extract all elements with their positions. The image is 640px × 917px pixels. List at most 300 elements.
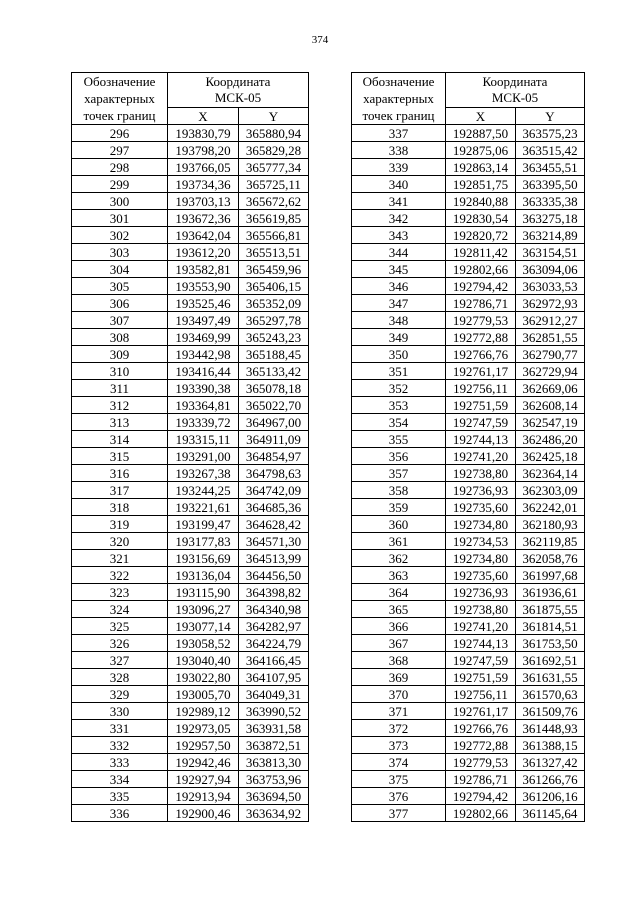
y-coordinate-cell: 365078,18	[239, 380, 309, 397]
point-number-cell: 352	[352, 380, 446, 397]
table-row	[72, 754, 309, 771]
x-coordinate-cell: 193136,04	[168, 567, 239, 584]
table-row	[352, 754, 585, 771]
x-coordinate-cell: 192840,88	[446, 193, 516, 210]
y-coordinate-cell: 362364,14	[516, 465, 585, 482]
x-coordinate-cell: 192913,94	[168, 788, 239, 805]
table-row	[352, 618, 585, 635]
y-coordinate-cell: 363395,50	[516, 176, 585, 193]
x-coordinate-cell: 193156,69	[168, 550, 239, 567]
point-number-cell: 296	[72, 125, 168, 142]
table-row	[72, 227, 309, 244]
y-coordinate-cell: 365459,96	[239, 261, 309, 278]
y-coordinate-cell: 364513,99	[239, 550, 309, 567]
point-label-header	[72, 73, 168, 125]
point-number-cell: 316	[72, 465, 168, 482]
table-row	[72, 737, 309, 754]
x-coordinate-cell: 192802,66	[446, 805, 516, 822]
page-number: 374	[311, 34, 329, 46]
table-row	[72, 346, 309, 363]
y-coordinate-cell: 363154,51	[516, 244, 585, 261]
x-coordinate-cell: 193703,13	[168, 193, 239, 210]
point-number-cell: 341	[352, 193, 446, 210]
x-coordinate-cell: 192875,06	[446, 142, 516, 159]
table-row	[72, 618, 309, 635]
point-number-cell: 303	[72, 244, 168, 261]
point-label-header	[352, 73, 446, 125]
point-number-cell: 304	[72, 261, 168, 278]
point-number-cell: 327	[72, 652, 168, 669]
coordinate-title: Координата	[205, 74, 271, 89]
point-number-cell: 342	[352, 210, 446, 227]
point-number-cell: 323	[72, 584, 168, 601]
y-coordinate-cell: 361692,51	[516, 652, 585, 669]
point-label-line3: точек границ	[83, 108, 156, 123]
y-coordinate-cell: 362180,93	[516, 516, 585, 533]
point-number-cell: 318	[72, 499, 168, 516]
x-coordinate-cell: 192786,71	[446, 771, 516, 788]
table-row	[72, 176, 309, 193]
x-coordinate-cell: 192766,76	[446, 720, 516, 737]
table-row	[72, 635, 309, 652]
table-row	[352, 516, 585, 533]
table-row	[72, 142, 309, 159]
table-row	[72, 584, 309, 601]
y-coordinate-cell: 363872,51	[239, 737, 309, 754]
y-coordinate-cell: 364224,79	[239, 635, 309, 652]
point-label-line1: Обозначение	[362, 74, 435, 89]
point-number-cell: 325	[72, 618, 168, 635]
x-coordinate-cell: 192766,76	[446, 346, 516, 363]
x-coordinate-cell: 193497,49	[168, 312, 239, 329]
point-number-cell: 306	[72, 295, 168, 312]
table-row	[352, 431, 585, 448]
point-number-cell: 369	[352, 669, 446, 686]
y-coordinate-cell: 364685,36	[239, 499, 309, 516]
table-row	[72, 601, 309, 618]
point-number-cell: 368	[352, 652, 446, 669]
y-coordinate-cell: 361997,68	[516, 567, 585, 584]
y-coordinate-cell: 362242,01	[516, 499, 585, 516]
y-coordinate-cell: 362425,18	[516, 448, 585, 465]
x-coordinate-cell: 192734,80	[446, 516, 516, 533]
x-coordinate-cell: 192751,59	[446, 669, 516, 686]
point-number-cell: 351	[352, 363, 446, 380]
table-row	[72, 550, 309, 567]
point-number-cell: 312	[72, 397, 168, 414]
point-number-cell: 319	[72, 516, 168, 533]
table-row	[352, 397, 585, 414]
x-coordinate-cell: 192786,71	[446, 295, 516, 312]
point-number-cell: 311	[72, 380, 168, 397]
table-row	[72, 210, 309, 227]
point-number-cell: 337	[352, 125, 446, 142]
y-coordinate-cell: 363753,96	[239, 771, 309, 788]
point-number-cell: 340	[352, 176, 446, 193]
point-number-cell: 375	[352, 771, 446, 788]
point-number-cell: 335	[72, 788, 168, 805]
table-row	[352, 805, 585, 822]
y-coordinate-cell: 361814,51	[516, 618, 585, 635]
y-coordinate-cell: 361388,15	[516, 737, 585, 754]
table-row	[352, 159, 585, 176]
y-header: Y	[239, 108, 309, 125]
x-coordinate-cell: 192741,20	[446, 448, 516, 465]
point-number-cell: 328	[72, 669, 168, 686]
table-row	[352, 227, 585, 244]
x-coordinate-cell: 192736,93	[446, 584, 516, 601]
table-row	[72, 363, 309, 380]
x-coordinate-cell: 192741,20	[446, 618, 516, 635]
coordinate-header	[446, 73, 585, 108]
x-coordinate-cell: 192830,54	[446, 210, 516, 227]
point-number-cell: 322	[72, 567, 168, 584]
point-label-line3: точек границ	[362, 108, 435, 123]
y-coordinate-cell: 363575,23	[516, 125, 585, 142]
x-coordinate-cell: 192779,53	[446, 312, 516, 329]
table-row	[72, 465, 309, 482]
y-coordinate-cell: 364911,09	[239, 431, 309, 448]
point-number-cell: 343	[352, 227, 446, 244]
point-number-cell: 374	[352, 754, 446, 771]
x-coordinate-cell: 193315,11	[168, 431, 239, 448]
y-coordinate-cell: 365188,45	[239, 346, 309, 363]
point-number-cell: 333	[72, 754, 168, 771]
x-coordinate-cell: 193642,04	[168, 227, 239, 244]
point-number-cell: 315	[72, 448, 168, 465]
table-row	[352, 652, 585, 669]
table-row	[72, 669, 309, 686]
y-coordinate-cell: 363813,30	[239, 754, 309, 771]
point-number-cell: 299	[72, 176, 168, 193]
point-number-cell: 317	[72, 482, 168, 499]
y-coordinate-cell: 361631,55	[516, 669, 585, 686]
y-coordinate-cell: 361266,76	[516, 771, 585, 788]
x-coordinate-cell: 193582,81	[168, 261, 239, 278]
y-coordinate-cell: 364049,31	[239, 686, 309, 703]
point-number-cell: 366	[352, 618, 446, 635]
table-row	[352, 601, 585, 618]
y-coordinate-cell: 364798,63	[239, 465, 309, 482]
point-number-cell: 309	[72, 346, 168, 363]
y-coordinate-cell: 362303,09	[516, 482, 585, 499]
y-coordinate-cell: 364282,97	[239, 618, 309, 635]
x-coordinate-cell: 193244,25	[168, 482, 239, 499]
point-number-cell: 332	[72, 737, 168, 754]
point-number-cell: 298	[72, 159, 168, 176]
y-coordinate-cell: 363094,06	[516, 261, 585, 278]
x-coordinate-cell: 192794,42	[446, 278, 516, 295]
table-row	[352, 278, 585, 295]
point-number-cell: 344	[352, 244, 446, 261]
table-row	[72, 244, 309, 261]
table-row	[352, 312, 585, 329]
x-header: X	[446, 108, 516, 125]
point-number-cell: 347	[352, 295, 446, 312]
point-label-line1: Обозначение	[83, 74, 156, 89]
x-coordinate-cell: 192957,50	[168, 737, 239, 754]
table-row	[72, 278, 309, 295]
point-number-cell: 370	[352, 686, 446, 703]
x-coordinate-cell: 193058,52	[168, 635, 239, 652]
table-body	[72, 125, 309, 822]
coordinate-header	[168, 73, 309, 108]
table-row	[352, 499, 585, 516]
x-coordinate-cell: 192779,53	[446, 754, 516, 771]
x-coordinate-cell: 192811,42	[446, 244, 516, 261]
x-coordinate-cell: 193734,36	[168, 176, 239, 193]
point-number-cell: 371	[352, 703, 446, 720]
point-number-cell: 353	[352, 397, 446, 414]
x-coordinate-cell: 192734,80	[446, 550, 516, 567]
point-number-cell: 358	[352, 482, 446, 499]
x-coordinate-cell: 193798,20	[168, 142, 239, 159]
table-row	[72, 414, 309, 431]
point-number-cell: 338	[352, 142, 446, 159]
x-coordinate-cell: 192744,13	[446, 635, 516, 652]
table-row	[72, 771, 309, 788]
table-row	[72, 652, 309, 669]
x-coordinate-cell: 192820,72	[446, 227, 516, 244]
table-row	[352, 669, 585, 686]
x-coordinate-cell: 193291,00	[168, 448, 239, 465]
point-number-cell: 314	[72, 431, 168, 448]
table-row	[352, 448, 585, 465]
table-row	[352, 380, 585, 397]
y-coordinate-cell: 363694,50	[239, 788, 309, 805]
x-coordinate-cell: 193442,98	[168, 346, 239, 363]
x-coordinate-cell: 193221,61	[168, 499, 239, 516]
table-row	[72, 193, 309, 210]
point-label-line2: характерных	[84, 91, 155, 106]
x-coordinate-cell: 193830,79	[168, 125, 239, 142]
table-row	[72, 431, 309, 448]
x-coordinate-cell: 192747,59	[446, 414, 516, 431]
y-coordinate-cell: 365777,34	[239, 159, 309, 176]
point-number-cell: 346	[352, 278, 446, 295]
coordinates-table-left	[71, 72, 309, 822]
y-coordinate-cell: 364571,30	[239, 533, 309, 550]
point-label-line2: характерных	[363, 91, 434, 106]
table-row	[72, 329, 309, 346]
point-number-cell: 362	[352, 550, 446, 567]
x-coordinate-cell: 193267,38	[168, 465, 239, 482]
x-coordinate-cell: 192761,17	[446, 363, 516, 380]
x-coordinate-cell: 193077,14	[168, 618, 239, 635]
x-coordinate-cell: 193553,90	[168, 278, 239, 295]
point-number-cell: 348	[352, 312, 446, 329]
y-coordinate-cell: 365133,42	[239, 363, 309, 380]
y-coordinate-cell: 365619,85	[239, 210, 309, 227]
point-number-cell: 331	[72, 720, 168, 737]
x-coordinate-cell: 193469,99	[168, 329, 239, 346]
table-header	[72, 73, 309, 125]
y-coordinate-cell: 362547,19	[516, 414, 585, 431]
x-coordinate-cell: 192851,75	[446, 176, 516, 193]
table-row	[352, 125, 585, 142]
x-coordinate-cell: 193022,80	[168, 669, 239, 686]
y-coordinate-cell: 363214,89	[516, 227, 585, 244]
table-row	[72, 482, 309, 499]
table-row	[352, 142, 585, 159]
point-number-cell: 300	[72, 193, 168, 210]
x-coordinate-cell: 193416,44	[168, 363, 239, 380]
point-number-cell: 355	[352, 431, 446, 448]
y-coordinate-cell: 361509,76	[516, 703, 585, 720]
y-coordinate-cell: 364166,45	[239, 652, 309, 669]
x-coordinate-cell: 193177,83	[168, 533, 239, 550]
y-coordinate-cell: 365513,51	[239, 244, 309, 261]
point-number-cell: 330	[72, 703, 168, 720]
y-coordinate-cell: 364107,95	[239, 669, 309, 686]
y-coordinate-cell: 365672,62	[239, 193, 309, 210]
x-coordinate-cell: 192751,59	[446, 397, 516, 414]
table-body	[352, 125, 585, 822]
point-number-cell: 361	[352, 533, 446, 550]
table-row	[352, 329, 585, 346]
table-row	[352, 550, 585, 567]
y-coordinate-cell: 364456,50	[239, 567, 309, 584]
y-coordinate-cell: 362851,55	[516, 329, 585, 346]
table-row	[352, 346, 585, 363]
x-coordinate-cell: 192761,17	[446, 703, 516, 720]
coordinates-table-right	[351, 72, 585, 822]
y-coordinate-cell: 362669,06	[516, 380, 585, 397]
table-row	[72, 567, 309, 584]
y-coordinate-cell: 365406,15	[239, 278, 309, 295]
y-coordinate-cell: 361145,64	[516, 805, 585, 822]
x-coordinate-cell: 192735,60	[446, 567, 516, 584]
x-coordinate-cell: 193040,40	[168, 652, 239, 669]
point-number-cell: 302	[72, 227, 168, 244]
coordinate-system: МСК-05	[491, 90, 539, 105]
y-coordinate-cell: 365297,78	[239, 312, 309, 329]
point-number-cell: 356	[352, 448, 446, 465]
y-coordinate-cell: 362119,85	[516, 533, 585, 550]
point-number-cell: 364	[352, 584, 446, 601]
x-coordinate-cell: 192973,05	[168, 720, 239, 737]
table-row	[352, 363, 585, 380]
table-row	[72, 533, 309, 550]
table-row	[352, 465, 585, 482]
table-row	[352, 686, 585, 703]
x-coordinate-cell: 193005,70	[168, 686, 239, 703]
x-coordinate-cell: 192772,88	[446, 737, 516, 754]
point-number-cell: 365	[352, 601, 446, 618]
x-coordinate-cell: 193766,05	[168, 159, 239, 176]
table-row	[72, 125, 309, 142]
y-coordinate-cell: 363990,52	[239, 703, 309, 720]
point-number-cell: 326	[72, 635, 168, 652]
coordinate-title: Координата	[482, 74, 548, 89]
x-coordinate-cell: 193096,27	[168, 601, 239, 618]
y-coordinate-cell: 364340,98	[239, 601, 309, 618]
y-coordinate-cell: 362912,27	[516, 312, 585, 329]
x-coordinate-cell: 192942,46	[168, 754, 239, 771]
point-number-cell: 310	[72, 363, 168, 380]
point-number-cell: 372	[352, 720, 446, 737]
table-row	[352, 771, 585, 788]
x-coordinate-cell: 192863,14	[446, 159, 516, 176]
table-row	[352, 737, 585, 754]
table-row	[352, 788, 585, 805]
coordinate-system: МСК-05	[214, 90, 262, 105]
x-coordinate-cell: 193199,47	[168, 516, 239, 533]
table-row	[72, 788, 309, 805]
point-number-cell: 308	[72, 329, 168, 346]
table-row	[352, 584, 585, 601]
y-coordinate-cell: 361875,55	[516, 601, 585, 618]
x-coordinate-cell: 192756,11	[446, 686, 516, 703]
x-coordinate-cell: 193339,72	[168, 414, 239, 431]
x-coordinate-cell: 192989,12	[168, 703, 239, 720]
table-row	[352, 703, 585, 720]
x-coordinate-cell: 193672,36	[168, 210, 239, 227]
point-number-cell: 329	[72, 686, 168, 703]
point-number-cell: 349	[352, 329, 446, 346]
x-coordinate-cell: 192756,11	[446, 380, 516, 397]
x-coordinate-cell: 192802,66	[446, 261, 516, 278]
table-row	[352, 414, 585, 431]
point-number-cell: 313	[72, 414, 168, 431]
y-coordinate-cell: 364967,00	[239, 414, 309, 431]
y-coordinate-cell: 364742,09	[239, 482, 309, 499]
x-coordinate-cell: 193525,46	[168, 295, 239, 312]
point-number-cell: 373	[352, 737, 446, 754]
point-number-cell: 297	[72, 142, 168, 159]
point-number-cell: 359	[352, 499, 446, 516]
y-coordinate-cell: 365725,11	[239, 176, 309, 193]
y-coordinate-cell: 364628,42	[239, 516, 309, 533]
y-coordinate-cell: 361448,93	[516, 720, 585, 737]
x-coordinate-cell: 192900,46	[168, 805, 239, 822]
y-coordinate-cell: 365022,70	[239, 397, 309, 414]
table-row	[352, 261, 585, 278]
table-row	[352, 720, 585, 737]
x-coordinate-cell: 192794,42	[446, 788, 516, 805]
x-header: X	[168, 108, 239, 125]
point-number-cell: 360	[352, 516, 446, 533]
y-coordinate-cell: 365243,23	[239, 329, 309, 346]
point-number-cell: 307	[72, 312, 168, 329]
table-row	[72, 159, 309, 176]
x-coordinate-cell: 192744,13	[446, 431, 516, 448]
point-number-cell: 350	[352, 346, 446, 363]
point-number-cell: 363	[352, 567, 446, 584]
y-coordinate-cell: 363515,42	[516, 142, 585, 159]
table-row	[72, 397, 309, 414]
point-number-cell: 377	[352, 805, 446, 822]
x-coordinate-cell: 192927,94	[168, 771, 239, 788]
x-coordinate-cell: 192738,80	[446, 465, 516, 482]
table-row	[352, 533, 585, 550]
x-coordinate-cell: 192772,88	[446, 329, 516, 346]
point-number-cell: 345	[352, 261, 446, 278]
y-coordinate-cell: 362486,20	[516, 431, 585, 448]
point-number-cell: 339	[352, 159, 446, 176]
y-coordinate-cell: 365880,94	[239, 125, 309, 142]
point-number-cell: 367	[352, 635, 446, 652]
table-row	[72, 380, 309, 397]
y-coordinate-cell: 362790,77	[516, 346, 585, 363]
y-coordinate-cell: 361327,42	[516, 754, 585, 771]
y-coordinate-cell: 362608,14	[516, 397, 585, 414]
table-row	[352, 482, 585, 499]
y-coordinate-cell: 363033,53	[516, 278, 585, 295]
y-coordinate-cell: 362972,93	[516, 295, 585, 312]
table-row	[352, 193, 585, 210]
x-coordinate-cell: 193390,38	[168, 380, 239, 397]
